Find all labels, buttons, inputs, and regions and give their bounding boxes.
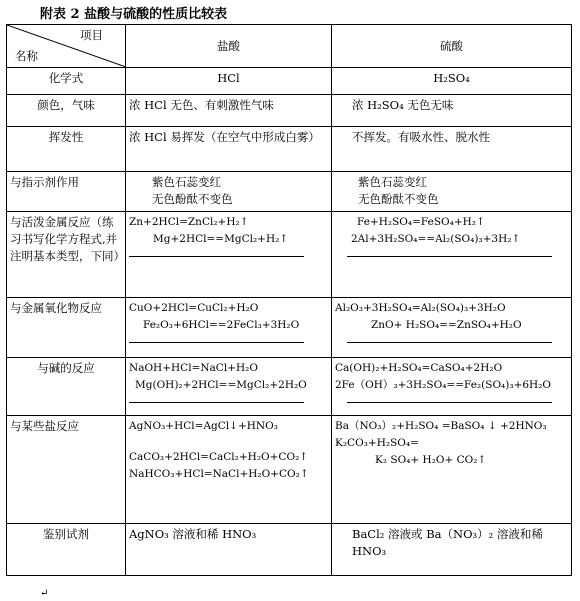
hcl-cell: [126, 212, 332, 298]
cell-text: 紫色石蕊变红: [152, 175, 221, 189]
equation: Mg+2HCl==MgCl₂+H₂↑: [153, 233, 289, 245]
hcl-cell: [126, 68, 332, 95]
table-row: [7, 416, 572, 524]
hcl-cell: [126, 95, 332, 127]
h2so4-cell: [332, 416, 572, 524]
cell-text: 不挥发。有吸水性、脱水性: [352, 130, 490, 144]
table-row: [7, 298, 572, 358]
h2so4-cell: [332, 298, 572, 358]
row-label: 与某些盐反应: [7, 416, 126, 524]
h2so4-cell: [332, 524, 572, 576]
h2so4-cell: [332, 68, 572, 95]
paragraph-mark-icon: ↵: [40, 588, 49, 599]
table-row: [7, 358, 572, 416]
cell-text: 无色酚酞不变色: [358, 192, 439, 206]
hcl-cell: [126, 127, 332, 172]
equation: NaHCO₃+HCl=NaCl+H₂O+CO₂↑: [129, 468, 309, 480]
cell-text: 紫色石蕊变红: [358, 175, 427, 189]
equation: Al₂O₃+3H₂SO₄=Al₂(SO₄)₃+3H₂O: [335, 302, 506, 314]
answer-line: [347, 340, 552, 343]
table-row: [7, 127, 572, 172]
equation: Ca(OH)₂+H₂SO₄=CaSO₄+2H₂O: [335, 362, 503, 374]
header-name-label: 名称: [15, 49, 38, 63]
equation: Ba（NO₃）₂+H₂SO₄ =BaSO₄ ↓ +2HNO₃: [335, 420, 547, 432]
equation: Fe₂O₃+6HCl==2FeCl₃+3H₂O: [143, 319, 300, 331]
table-row: [7, 524, 572, 576]
equation: 2Al+3H₂SO₄==Al₂(SO₄)₃+3H₂↑: [351, 233, 521, 245]
equation: Mg(OH)₂+2HCl==MgCl₂+2H₂O: [135, 379, 307, 391]
diagonal-header-cell: [7, 25, 126, 68]
table-row: [7, 95, 572, 127]
comparison-table: [6, 24, 572, 576]
answer-line: [347, 254, 552, 257]
equation: Zn+2HCl=ZnCl₂+H₂↑: [129, 216, 249, 228]
h2so4-cell: [332, 172, 572, 212]
cell-text: HCl: [217, 71, 240, 85]
h2so4-cell: [332, 95, 572, 127]
row-label: 与金属氧化物反应: [7, 298, 126, 358]
h2so4-cell: [332, 127, 572, 172]
equation: K₂ SO₄+ H₂O+ CO₂↑: [375, 454, 487, 466]
equation: ZnO+ H₂SO₄==ZnSO₄+H₂O: [371, 319, 522, 331]
row-label: 颜色，气味: [7, 95, 126, 127]
cell-text: AgNO₃ 溶液和稀 HNO₃: [129, 527, 257, 541]
cell-text: BaCl₂ 溶液或 Ba（NO₃）₂ 溶液和稀 HNO₃: [352, 527, 543, 558]
equation: 2Fe（OH）₃+3H₂SO₄==Fe₂(SO₄)₃+6H₂O: [335, 379, 552, 391]
cell-text: 浓 HCl 无色、有刺激性气味: [129, 98, 274, 112]
answer-line: [129, 340, 304, 343]
hcl-cell: [126, 298, 332, 358]
cell-text: 无色酚酞不变色: [152, 192, 233, 206]
answer-line: [129, 254, 304, 257]
h2so4-cell: [332, 358, 572, 416]
table-row: [7, 68, 572, 95]
hcl-cell: [126, 524, 332, 576]
row-label: 与碱的反应: [7, 358, 126, 416]
table-title: 附表 2 盐酸与硫酸的性质比较表: [40, 7, 228, 22]
table-row: [7, 172, 572, 212]
header-hcl: 盐酸: [126, 25, 332, 68]
row-label: 与指示剂作用: [7, 172, 126, 212]
h2so4-cell: [332, 212, 572, 298]
equation: CuO+2HCl=CuCl₂+H₂O: [129, 302, 259, 314]
hcl-cell: [126, 416, 332, 524]
answer-line: [347, 400, 552, 403]
row-label: 挥发性: [7, 127, 126, 172]
hcl-cell: [126, 172, 332, 212]
header-item-label: 项目: [80, 28, 103, 42]
hcl-cell: [126, 358, 332, 416]
row-label: 与活泼金属反应（练习书写化学方程式,并注明基本类型，下同）: [7, 212, 126, 298]
table-row: [7, 212, 572, 298]
equation: K₂CO₃+H₂SO₄=: [335, 437, 419, 449]
cell-text: 浓 HCl 易挥发（在空气中形成白雾）: [129, 130, 320, 144]
row-label: 化学式: [7, 68, 126, 95]
row-label: 鉴别试剂: [7, 524, 126, 576]
table-header-row: [7, 25, 572, 68]
header-h2so4: 硫酸: [332, 25, 572, 68]
equation: Fe+H₂SO₄=FeSO₄+H₂↑: [357, 216, 485, 228]
cell-text: 浓 H₂SO₄ 无色无味: [352, 98, 454, 112]
equation: NaOH+HCl=NaCl+H₂O: [129, 362, 258, 374]
answer-line: [129, 400, 304, 403]
cell-text: H₂SO₄: [433, 71, 470, 85]
equation: CaCO₃+2HCl=CaCl₂+H₂O+CO₂↑: [129, 451, 309, 463]
equation: AgNO₃+HCl=AgCl↓+HNO₃: [129, 420, 278, 432]
